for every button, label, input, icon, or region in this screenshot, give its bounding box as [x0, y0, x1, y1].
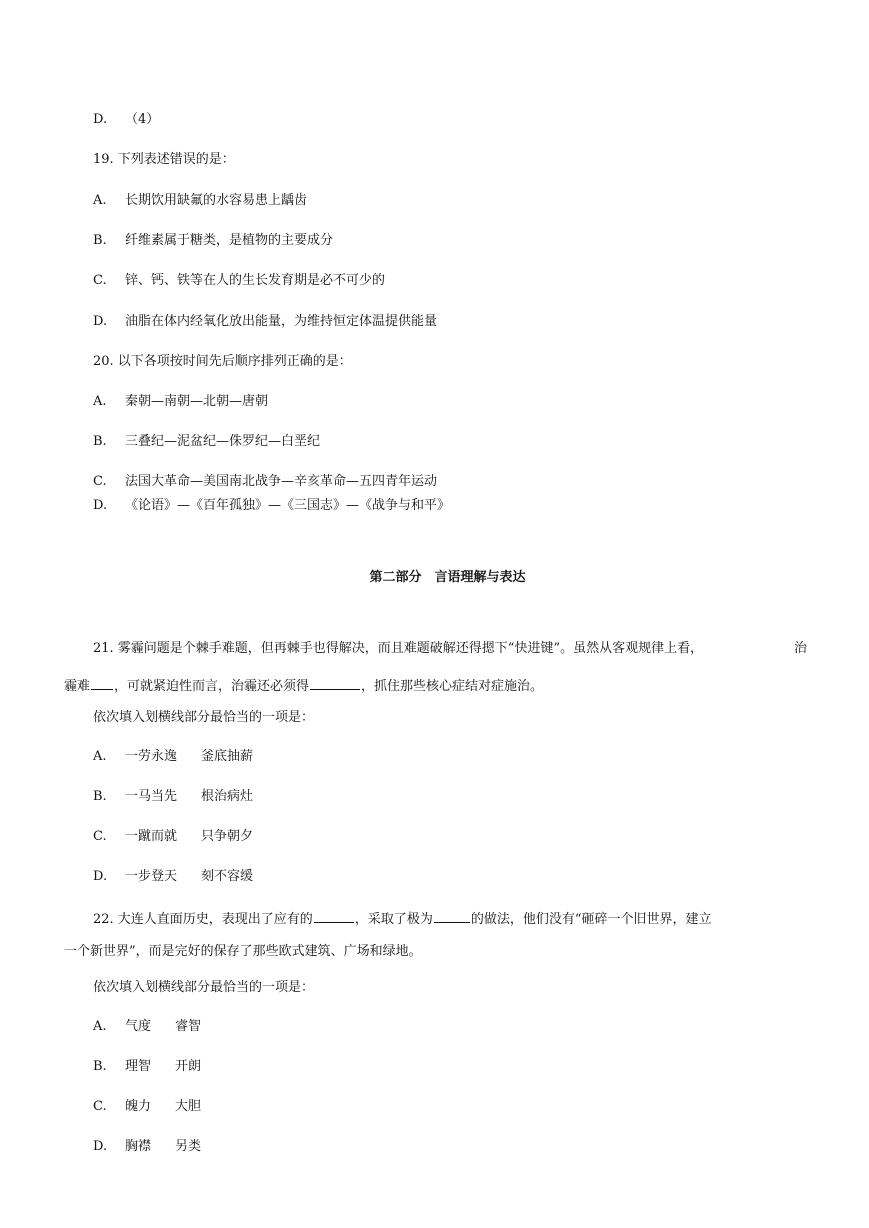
option-letter: B. — [93, 434, 107, 449]
q21-stem-text: ，抓住那些核心症结对症施治。 — [361, 679, 544, 694]
q21-option-b — [93, 788, 253, 806]
option-letter: A. — [93, 193, 107, 208]
q21-option-a — [93, 748, 253, 766]
q22-option-b — [93, 1058, 201, 1076]
q22-stem-line1 — [93, 908, 711, 929]
answer-blank — [91, 675, 113, 690]
option-letter: D. — [93, 314, 108, 329]
option-word: 釜底抽薪 — [201, 749, 254, 764]
q20-option-b — [93, 433, 320, 451]
option-letter: A. — [93, 394, 107, 409]
option-word: 根治病灶 — [201, 789, 254, 804]
option-letter: D. — [93, 498, 108, 513]
q20-stem: 20. 以下各项按时间先后顺序排列正确的是： — [93, 354, 352, 369]
answer-blank — [310, 675, 360, 690]
option-word: 气度 — [125, 1019, 152, 1034]
option-text: 锌、钙、铁等在人的生长发育期是必不可少的 — [125, 273, 386, 288]
answer-blank — [314, 908, 354, 923]
option-word: 大胆 — [175, 1099, 202, 1114]
option-letter: B. — [93, 789, 107, 804]
option-text: 《论语》—《百年孤独》—《三国志》—《战争与和平》 — [125, 498, 451, 513]
option-word: 理智 — [125, 1059, 152, 1074]
option-word: 魄力 — [125, 1099, 152, 1114]
q19-option-a — [93, 192, 307, 210]
option-word: 开朗 — [175, 1059, 202, 1074]
option-letter: C. — [93, 1099, 107, 1114]
option-word: 一步登天 — [125, 869, 178, 884]
option-text: 纤维素属于糖类，是植物的主要成分 — [125, 233, 334, 248]
option-word: 睿智 — [175, 1019, 202, 1034]
q22-instruction: 依次填入划横线部分最恰当的一项是： — [93, 980, 315, 995]
option-word: 胸襟 — [125, 1139, 152, 1154]
option-word: 另类 — [175, 1139, 202, 1154]
q22-option-a — [93, 1018, 201, 1036]
q21-stem-text: ，可就紧迫性而言，治霾还必须得 — [114, 679, 310, 694]
q22-option-d — [93, 1138, 201, 1156]
option-letter: A. — [93, 749, 107, 764]
option-letter: D. — [93, 1139, 108, 1154]
section-title: 第二部分 言语理解与表达 — [369, 570, 526, 585]
option-letter: B. — [93, 1059, 107, 1074]
option-letter: A. — [93, 1019, 107, 1034]
option-text: 三叠纪—泥盆纪—侏罗纪—白垩纪 — [125, 434, 321, 449]
q21-stem-line2 — [64, 675, 543, 696]
q20-option-c — [93, 473, 437, 491]
option-text: （4） — [125, 112, 160, 127]
option-letter: C. — [93, 273, 107, 288]
option-text: 长期饮用缺氟的水容易患上龋齿 — [125, 193, 308, 208]
option-letter: D. — [93, 869, 108, 884]
option-text: 油脂在体内经氧化放出能量，为维持恒定体温提供能量 — [125, 314, 438, 329]
answer-blank — [434, 908, 470, 923]
q21-stem-text: 21. 雾霾问题是个棘手难题，但再棘手也得解决，而且难题破解还得摁下“快进键”。虽然从客观规律上看， — [93, 641, 704, 656]
option-word: 一马当先 — [125, 789, 178, 804]
option-word: 一劳永逸 — [125, 749, 178, 764]
option-word: 只争朝夕 — [201, 829, 254, 844]
q21-option-d — [93, 868, 253, 886]
q19-option-d — [93, 313, 437, 331]
q20-option-a — [93, 393, 268, 411]
q19-option-b — [93, 232, 333, 250]
q22-stem-text: ，采取了极为 — [354, 912, 433, 927]
q22-stem-line2: 一个新世界”，而是完好的保存了那些欧式建筑、广场和绿地。 — [64, 944, 422, 959]
q22-stem-text: 22. 大连人直面历史，表现出了应有的 — [93, 912, 313, 927]
option-letter: C. — [93, 829, 107, 844]
q22-stem-text: 的做法，他们没有“砸碎一个旧世界，建立 — [470, 912, 712, 927]
q21-stem-line1-end: 治 — [794, 641, 808, 656]
option-word: 刻不容缓 — [201, 869, 254, 884]
option-text: 法国大革命—美国南北战争—辛亥革命—五四青年运动 — [125, 474, 438, 489]
q19-stem: 19. 下列表述错误的是： — [93, 152, 235, 167]
q21-option-c — [93, 828, 253, 846]
q22-option-c — [93, 1098, 201, 1116]
option-letter: B. — [93, 233, 107, 248]
q19-option-c — [93, 272, 385, 290]
option-letter: D. — [93, 112, 108, 127]
q21-instruction: 依次填入划横线部分最恰当的一项是： — [93, 710, 315, 725]
q18-option-d — [93, 111, 159, 129]
option-text: 秦朝—南朝—北朝—唐朝 — [125, 394, 269, 409]
option-word: 一蹴而就 — [125, 829, 178, 844]
q21-stem-line1 — [93, 640, 703, 658]
option-letter: C. — [93, 474, 107, 489]
q20-option-d — [93, 497, 450, 515]
q21-stem-text: 霾难 — [64, 679, 91, 694]
